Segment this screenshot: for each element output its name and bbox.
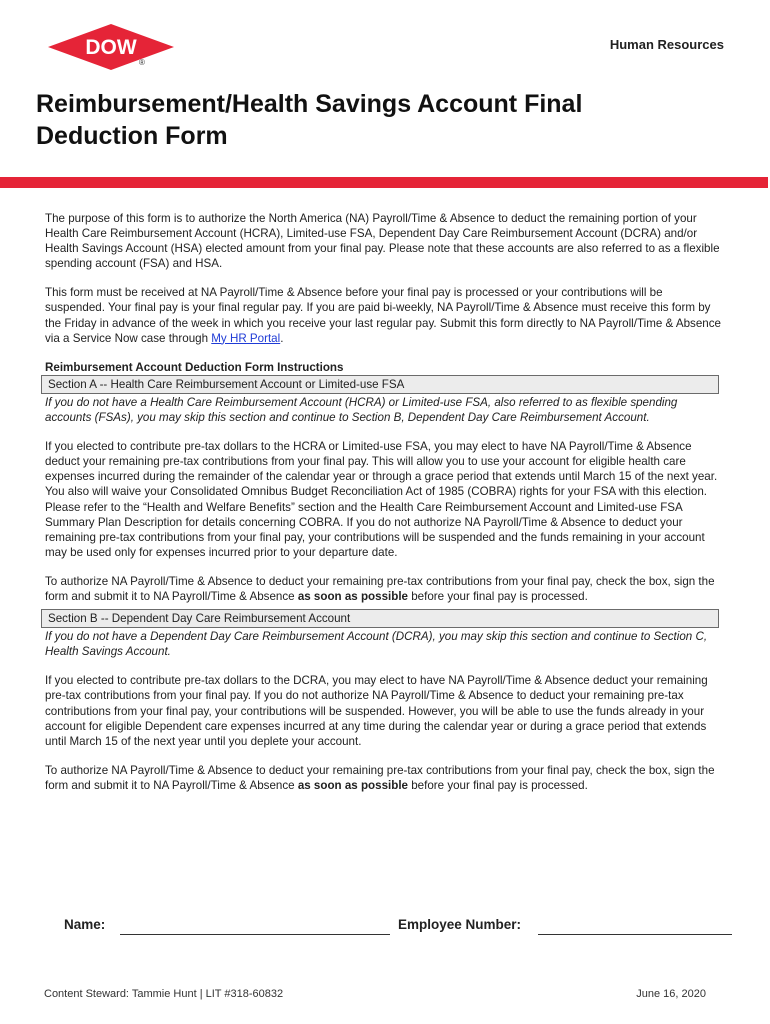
identity-fields <box>64 917 734 939</box>
title-line-2: Deduction Form <box>36 122 228 150</box>
intro-paragraph-1: The purpose of this form is to authorize the North America (NA) Payroll/Time & Absence to deduct the remaining portion of your Health Care Reimbursement Account (HCRA), Limited-use FSA, Dependent Day Care Reimbursement Account (DCRA) and/or Health Savings Account (HSA) elected amount from your final pay. Please note that these accounts are also referred to as a flexible spending account (FSA) and HSA. <box>45 212 720 271</box>
intro-paragraph-2 <box>45 285 725 345</box>
name-field[interactable] <box>120 934 390 935</box>
section-b-authorize-text: To authorize NA Payroll/Time & Absence to deduct your remaining pre-tax contributions from your final pay, check the box, sign the form and submit it to NA Payroll/Time & Absence <box>45 763 715 792</box>
page-title <box>36 88 696 152</box>
registered-mark: ® <box>139 58 145 67</box>
employee-number-field[interactable] <box>538 934 732 935</box>
section-a-body: If you elected to contribute pre-tax dollars to the HCRA or Limited-use FSA, you may elect to have NA Payroll/Time & Absence deduct your remaining pre-tax contributions from your final pay. This will allow you to use your account for eligible health care expenses incurred during the remainder of the calendar year or through a grace period that extends until March 15 of the next year. You also will waive your Consolidated Omnibus Budget Reconciliation Act of 1985 (COBRA) rights for your FSA with this election. Please refer to the “Health and Welfare Benefits” section and the Health Care Reimbursement Account and Limited-use FSA Summary Plan Description for details concerning COBRA. If you do not authorize NA Payroll/Time & Absence to deduct your remaining pre-tax contributions from your final pay, your contributions will be suspended and the funds remaining in your account may be used only for expenses incurred prior to your departure date. <box>45 440 718 559</box>
content-steward: Content Steward: Tammie Hunt | LIT #318-60832 <box>44 988 284 1000</box>
section-a-note: If you do not have a Health Care Reimbursement Account (HCRA) or Limited-use FSA, also referred to as flexible spending accounts (FSAs), you may skip this section and continue to Section B, Dependent Day Care Reimbursement Account. <box>45 395 678 425</box>
section-b-authorize <box>45 763 725 793</box>
section-b-authorize-end: before your final pay is processed. <box>408 778 588 792</box>
section-b-header: Section B -- Dependent Day Care Reimbursement Account <box>41 609 719 628</box>
form-content <box>45 211 725 807</box>
logo-text: DOW <box>85 36 137 59</box>
section-a-authorize-end: before your final pay is processed. <box>408 589 588 603</box>
section-a-authorize-text: To authorize NA Payroll/Time & Absence to deduct your remaining pre-tax contributions from your final pay, check the box, sign the form and submit it to NA Payroll/Time & Absence <box>45 574 715 603</box>
section-b-body: If you elected to contribute pre-tax dollars to the DCRA, you may elect to have NA Payroll/Time & Absence deduct your remaining pre-tax contributions from your final pay. If you do not authorize NA Payroll/Time & Absence to deduct your remaining pre-tax contributions from your final pay, your contributions will be suspended. However, you will be able to use the funds already in your account for eligible Dependent care expenses incurred at any time during the calendar year or during a grace period that extends until March 15 of the next year until you deplete your account. <box>45 674 708 748</box>
instructions-heading: Reimbursement Account Deduction Form Instructions <box>45 360 344 374</box>
department-label: Human Resources <box>609 37 724 52</box>
brand-divider <box>0 177 768 188</box>
intro-p2-text: This form must be received at NA Payroll/Time & Absence before your final pay is processed or your contributions will be suspended. Your final pay is your final regular pay. If you are paid bi-weekly, NA Payroll/Time & Absence must receive this form by the Friday in advance of the week in which you receive your last regular pay. Submit this form directly to NA Payroll/Time & Absence via a Service Now case through <box>45 286 721 345</box>
form-date: June 16, 2020 <box>636 988 706 1000</box>
section-a-asap: as soon as possible <box>297 589 408 603</box>
intro-p2-end: . <box>280 331 284 345</box>
section-b-note: If you do not have a Dependent Day Care Reimbursement Account (DCRA), you may skip this section and continue to Section C, Health Savings Account. <box>45 630 708 659</box>
title-line-1: Reimbursement/Health Savings Account Final <box>36 90 583 118</box>
dow-logo <box>48 24 174 70</box>
name-label: Name: <box>64 917 106 932</box>
section-b-asap: as soon as possible <box>297 778 408 792</box>
section-a-header: Section A -- Health Care Reimbursement Account or Limited-use FSA <box>41 375 719 394</box>
employee-number-label: Employee Number: <box>398 917 522 932</box>
my-hr-portal-link[interactable]: My HR Portal <box>211 331 281 345</box>
section-a-authorize <box>45 574 725 604</box>
